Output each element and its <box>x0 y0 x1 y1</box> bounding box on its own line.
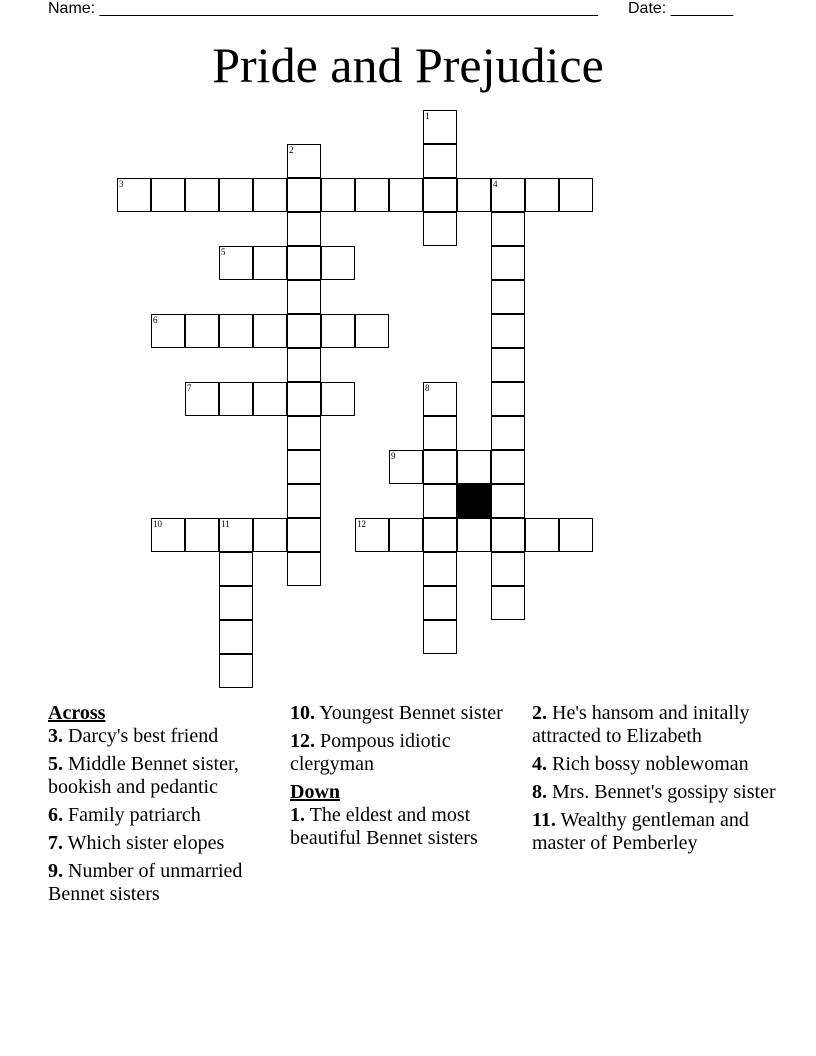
clue-item-number: 3. <box>48 725 63 747</box>
crossword-cell[interactable] <box>219 518 253 552</box>
clue-item-text: Mrs. Bennet's gossipy sister <box>552 781 776 803</box>
crossword-cell[interactable] <box>287 178 321 212</box>
crossword-cell[interactable] <box>423 518 457 552</box>
crossword-cell[interactable] <box>491 416 525 450</box>
crossword-cell[interactable] <box>457 450 491 484</box>
crossword-cell[interactable] <box>389 518 423 552</box>
crossword-cell[interactable] <box>389 450 423 484</box>
clue-item <box>48 860 288 906</box>
clue-item-number: 5. <box>48 753 63 775</box>
clue-item-text: Which sister elopes <box>67 832 225 854</box>
clue-item <box>48 753 288 799</box>
clue-item <box>290 702 526 725</box>
crossword-cell[interactable] <box>321 314 355 348</box>
clue-item-number: 11. <box>532 809 556 831</box>
clue-item-number: 10. <box>290 702 315 724</box>
clue-number: 6 <box>153 315 158 325</box>
crossword-cell[interactable] <box>423 144 457 178</box>
crossword-cell[interactable] <box>287 382 321 416</box>
crossword-cell[interactable] <box>151 518 185 552</box>
crossword-cell[interactable] <box>185 518 219 552</box>
down-clue-list-continued <box>532 702 782 855</box>
clue-number: 5 <box>221 247 226 257</box>
crossword-cell[interactable] <box>423 416 457 450</box>
crossword-cell[interactable] <box>253 314 287 348</box>
crossword-cell[interactable] <box>559 178 593 212</box>
crossword-cell[interactable] <box>491 246 525 280</box>
crossword-cell[interactable] <box>491 586 525 620</box>
crossword-cell[interactable] <box>491 518 525 552</box>
name-field-label: Name: ________________________________________________________ <box>48 0 598 17</box>
crossword-cell[interactable] <box>287 280 321 314</box>
crossword-cell[interactable] <box>219 382 253 416</box>
crossword-cell[interactable] <box>185 382 219 416</box>
crossword-cell[interactable] <box>423 110 457 144</box>
crossword-cell[interactable] <box>287 314 321 348</box>
across-clue-list-continued <box>290 702 526 776</box>
clue-item-number: 2. <box>532 702 547 724</box>
clue-number: 2 <box>289 145 294 155</box>
crossword-cell[interactable] <box>559 518 593 552</box>
crossword-cell[interactable] <box>321 246 355 280</box>
clue-item-text: Youngest Bennet sister <box>319 702 503 724</box>
crossword-cell[interactable] <box>151 314 185 348</box>
clue-item <box>48 725 288 748</box>
crossword-cell[interactable] <box>491 382 525 416</box>
crossword-cell[interactable] <box>423 178 457 212</box>
crossword-cell[interactable] <box>219 246 253 280</box>
crossword-cell[interactable] <box>287 348 321 382</box>
crossword-cell[interactable] <box>321 178 355 212</box>
crossword-cell[interactable] <box>287 416 321 450</box>
clue-number: 12 <box>357 519 366 529</box>
clue-item <box>532 809 782 855</box>
crossword-cell[interactable] <box>389 178 423 212</box>
clue-number: 11 <box>221 519 230 529</box>
crossword-cell[interactable] <box>491 178 525 212</box>
across-heading: Across <box>48 702 106 724</box>
clue-item-text: He's hansom and initally attracted to Elizabeth <box>532 702 750 747</box>
clue-item-number: 8. <box>532 781 547 803</box>
crossword-cell[interactable] <box>185 314 219 348</box>
crossword-cell[interactable] <box>287 144 321 178</box>
crossword-cell[interactable] <box>219 620 253 654</box>
clue-item <box>532 702 782 748</box>
clue-item-number: 12. <box>290 730 315 752</box>
clue-item-text: Wealthy gentleman and master of Pemberley <box>532 809 749 854</box>
crossword-cell[interactable] <box>491 450 525 484</box>
clue-item <box>290 804 526 850</box>
crossword-cell[interactable] <box>287 518 321 552</box>
clue-item-number: 9. <box>48 860 63 882</box>
clue-item-number: 7. <box>48 832 63 854</box>
date-field-label: Date: _______ <box>628 0 733 17</box>
down-heading: Down <box>290 781 341 803</box>
clue-number: 7 <box>187 383 192 393</box>
clue-item-text: The eldest and most beautiful Bennet sisters <box>290 804 478 849</box>
crossword-cell[interactable] <box>287 246 321 280</box>
clue-column-1 <box>48 702 288 911</box>
crossword-cell[interactable] <box>423 586 457 620</box>
clue-number: 8 <box>425 383 430 393</box>
crossword-cell[interactable] <box>525 518 559 552</box>
crossword-cell[interactable] <box>185 178 219 212</box>
crossword-cell[interactable] <box>491 348 525 382</box>
clue-item-text: Darcy's best friend <box>68 725 219 747</box>
crossword-cell[interactable] <box>423 212 457 246</box>
clue-column-3 <box>532 702 782 860</box>
crossword-cell[interactable] <box>287 484 321 518</box>
clue-item-text: Rich bossy noblewoman <box>552 753 749 775</box>
page-title: Pride and Prejudice <box>212 37 604 93</box>
crossword-cell[interactable] <box>287 450 321 484</box>
clue-number: 3 <box>119 179 124 189</box>
crossword-cell[interactable] <box>491 212 525 246</box>
crossword-cell[interactable] <box>287 552 321 586</box>
crossword-cell[interactable] <box>355 314 389 348</box>
clue-item-text: Number of unmarried Bennet sisters <box>48 860 243 905</box>
crossword-cell[interactable] <box>219 178 253 212</box>
crossword-cell[interactable] <box>355 518 389 552</box>
clue-item <box>290 730 526 776</box>
clue-item-number: 1. <box>290 804 305 826</box>
crossword-cell[interactable] <box>423 382 457 416</box>
crossword-cell[interactable] <box>491 314 525 348</box>
crossword-cell[interactable] <box>219 654 253 688</box>
crossword-cell[interactable] <box>423 552 457 586</box>
crossword-cell[interactable] <box>491 280 525 314</box>
crossword-cell[interactable] <box>219 314 253 348</box>
clue-column-2 <box>290 702 526 855</box>
crossword-cell[interactable] <box>117 178 151 212</box>
clue-item-text: Family patriarch <box>68 804 201 826</box>
across-clue-list <box>48 725 288 906</box>
clue-item <box>532 781 782 804</box>
crossword-cell[interactable] <box>253 518 287 552</box>
crossword-black-cell <box>457 484 491 518</box>
clue-item-text: Pompous idiotic clergyman <box>290 730 451 775</box>
clue-item <box>48 804 288 827</box>
crossword-cell[interactable] <box>525 178 559 212</box>
crossword-cell[interactable] <box>457 178 491 212</box>
clue-item-number: 6. <box>48 804 63 826</box>
crossword-cell[interactable] <box>423 484 457 518</box>
clue-number: 4 <box>493 179 498 189</box>
crossword-cell[interactable] <box>253 246 287 280</box>
crossword-cell[interactable] <box>321 382 355 416</box>
crossword-cell[interactable] <box>423 450 457 484</box>
crossword-cell[interactable] <box>253 178 287 212</box>
clue-number: 9 <box>391 451 396 461</box>
crossword-cell[interactable] <box>491 484 525 518</box>
crossword-cell[interactable] <box>287 212 321 246</box>
crossword-cell[interactable] <box>219 552 253 586</box>
clue-number: 1 <box>425 111 430 121</box>
crossword-cell[interactable] <box>457 518 491 552</box>
clue-item <box>532 753 782 776</box>
crossword-cell[interactable] <box>253 382 287 416</box>
down-clue-list <box>290 804 526 850</box>
clue-item-text: Middle Bennet sister, bookish and pedantic <box>48 753 239 798</box>
crossword-cell[interactable] <box>491 552 525 586</box>
clue-item <box>48 832 288 855</box>
clue-number: 10 <box>153 519 162 529</box>
crossword-cell[interactable] <box>151 178 185 212</box>
crossword-cell[interactable] <box>219 586 253 620</box>
crossword-cell[interactable] <box>423 620 457 654</box>
crossword-cell[interactable] <box>355 178 389 212</box>
clue-item-number: 4. <box>532 753 547 775</box>
